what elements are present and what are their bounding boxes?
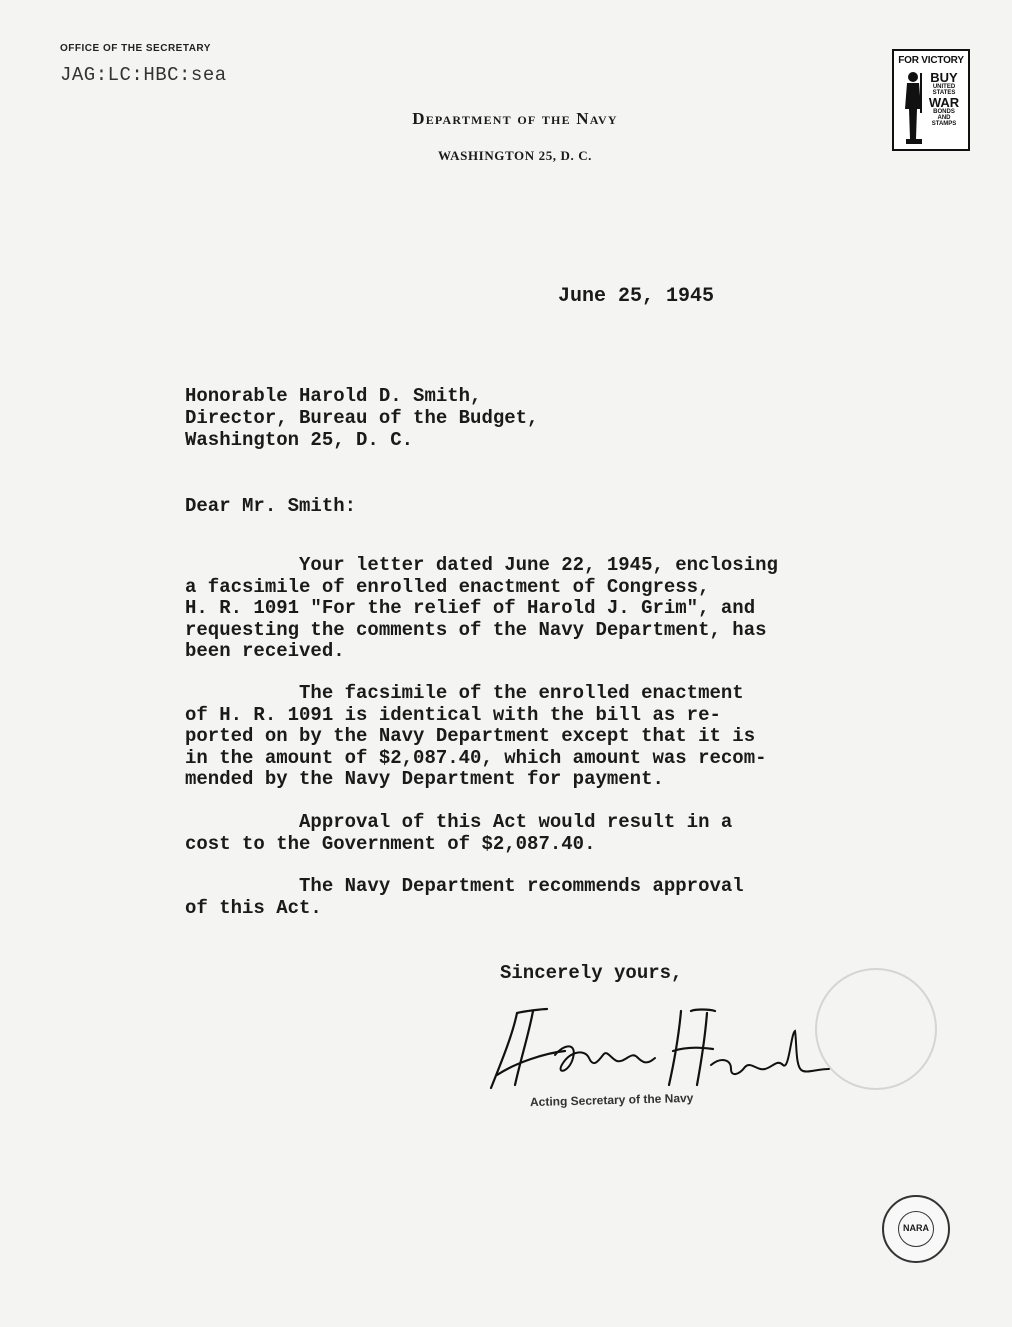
office-heading: OFFICE OF THE SECRETARY — [60, 43, 211, 54]
department-city: WASHINGTON 25, D. C. — [437, 148, 593, 163]
closing: Sincerely yours, — [500, 962, 683, 984]
address-line: Director, Bureau of the Budget, — [185, 407, 539, 429]
body-paragraph: The facsimile of the enrolled enactment of H. R. 1091 is identical with the bill as re- ported on by the Navy Department except that it is in the amount of $2,087.40, which amount was recom- mended by the Navy Department for payment. — [185, 682, 767, 790]
salutation: Dear Mr. Smith: — [185, 495, 357, 517]
nara-seal-label: NARA — [903, 1223, 929, 1233]
body-paragraph: Approval of this Act would result in a cost to the Government of $2,087.40. — [185, 811, 733, 855]
stamp-words: BUY UNITED STATES WAR BONDS AND STAMPS — [928, 70, 960, 127]
body-paragraph: The Navy Department recommends approval of this Act. — [185, 875, 744, 919]
body-paragraph: Your letter dated June 22, 1945, enclosing a facsimile of enrolled enactment of Congress, H. R. 1091 "For the relief of Harold J. Grim", and requesting the comments of the Navy Department, has been received. — [185, 554, 778, 662]
war-bonds-stamp — [892, 49, 970, 151]
handwritten-signature — [485, 1003, 830, 1093]
address-line: Washington 25, D. C. — [185, 429, 414, 451]
faint-library-seal — [815, 968, 937, 1090]
letter-date: June 25, 1945 — [558, 285, 715, 308]
address-line: Honorable Harold D. Smith, — [185, 385, 482, 407]
nara-seal — [882, 1195, 950, 1263]
signer-title: Acting Secretary of the Navy — [529, 1090, 694, 1110]
stamp-top-text: FOR VICTORY — [898, 55, 964, 66]
department-name: Department of the Navy — [412, 109, 618, 128]
reference-code: JAG:LC:HBC:sea — [60, 64, 227, 86]
recipient-address — [185, 385, 538, 451]
